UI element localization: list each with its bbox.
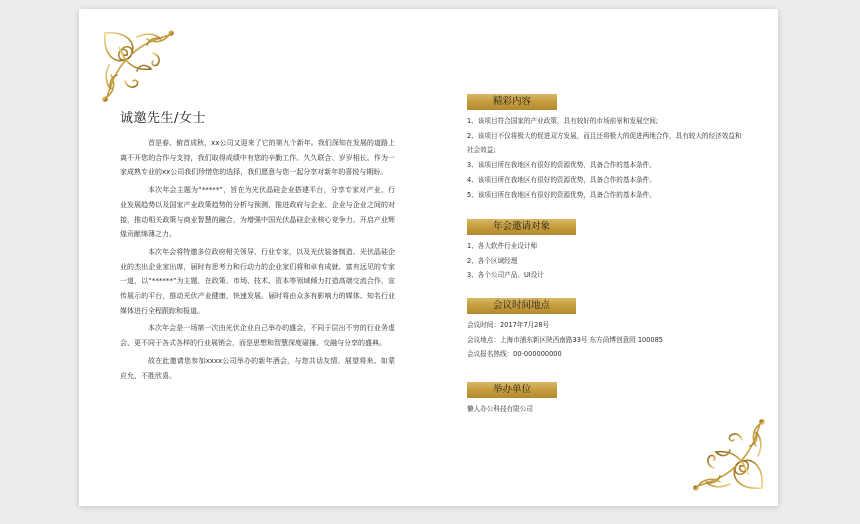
section-heading: 精彩内容 xyxy=(467,94,557,110)
time-place-section xyxy=(467,293,747,362)
list-item: 3、该项目所在我地区有很好的资源优势，具备合作的基本条件。 xyxy=(467,161,656,170)
gold-corner-ornament-icon xyxy=(678,408,770,496)
list-item: 会议地点：上海市浦东新区陕西南路33号 东方尚博创意园 100085 xyxy=(467,335,664,344)
list-item: 4、该项目所在我地区有很好的资源优势，具备合作的基本条件。 xyxy=(467,175,656,184)
invitation-sheet xyxy=(79,9,778,506)
gold-corner-ornament-icon xyxy=(97,25,189,113)
list-item: 2、该项目不仅将极大的促进双方发展，而且还将极大的促进两地合作，具有较大的经济效益和社会效益; xyxy=(467,131,742,155)
highlights-section xyxy=(467,89,747,202)
list-item: 会议报名热线：00-000000000 xyxy=(467,350,562,359)
list-item: 会议时间：2017年7月28号 xyxy=(467,321,550,329)
letter-paragraph: 本次年会是一场第一次由光伏企业自己举办的盛会，不同于层出不穷的行业务虚会、更不同于各式各样的行业展销会，而是思想和智慧深度碰撞、交融与分享的盛典。 xyxy=(120,324,395,348)
list-item: 1、各大软件行业设计师 xyxy=(467,242,538,250)
invitation-letter-body xyxy=(120,136,395,386)
list-item: 5、该项目所在我地区有很好的资源优势，具备合作的基本条件。 xyxy=(467,190,656,199)
list-item: 2、各个区域经理 xyxy=(467,256,518,265)
list-item: 1、该项目符合国家的产业政策，具有较好的市场前景和发展空间; xyxy=(467,117,659,125)
section-heading: 举办单位 xyxy=(467,382,557,398)
letter-paragraph: 本次年会将特邀多位政府相关领导、行业专家，以及光伏装备制造、光伏晶硅企业的杰出企业家出席，届时有思考力和行动力的企业家们将和卓有成就、富有远见的专家一道，以“******”为主题，在政策、市场、技术、资本等领域倾力打造高端交流合作、宣传展示的平台，推动光伏产业健康、快速发展。届时将由众多有影响力的媒体、知名行业媒体进行全程跟踪和报道。 xyxy=(120,247,395,315)
letter-paragraph: 首是春、俯首成秋，xx公司又迎来了它的第九个新年。我们深知在发展的道路上离不开您的合作与支持，我们取得成绩中有您的辛勤工作。久久联合、岁岁相长。作为一家成熟专业的xx公司我们珍惜您的选择，我们愿意与您一起分享对新年的喜悦与期盼。 xyxy=(120,139,395,177)
section-heading: 会议时间地点 xyxy=(467,298,576,314)
invitation-title: 诚邀先生/女士 xyxy=(120,111,206,126)
list-item: 3、各个公司产品、UI设计 xyxy=(467,271,544,280)
letter-paragraph: 故在此邀请您参加xxxx公司举办的新年酒会，与您共话友情、展望将来。如蒙应允、不胜欣喜。 xyxy=(120,356,395,380)
letter-paragraph: 本次年会主题为“*****”，旨在为光伏晶硅企业搭建平台，分享专家对产业、行业发展趋势以及国家产业政策趋势的分析与预测，推进政府与企业、企业与企业之间的对接，推动相关政策与商业智慧的融合，为增强中国光伏晶硅企业核心竞争力、开启产业辉煌贡献绵薄之力。 xyxy=(120,186,395,239)
section-heading: 年会邀请对象 xyxy=(467,219,576,235)
list-item: 懒人办公科技有限公司 xyxy=(467,405,533,413)
invitees-section xyxy=(467,214,747,283)
